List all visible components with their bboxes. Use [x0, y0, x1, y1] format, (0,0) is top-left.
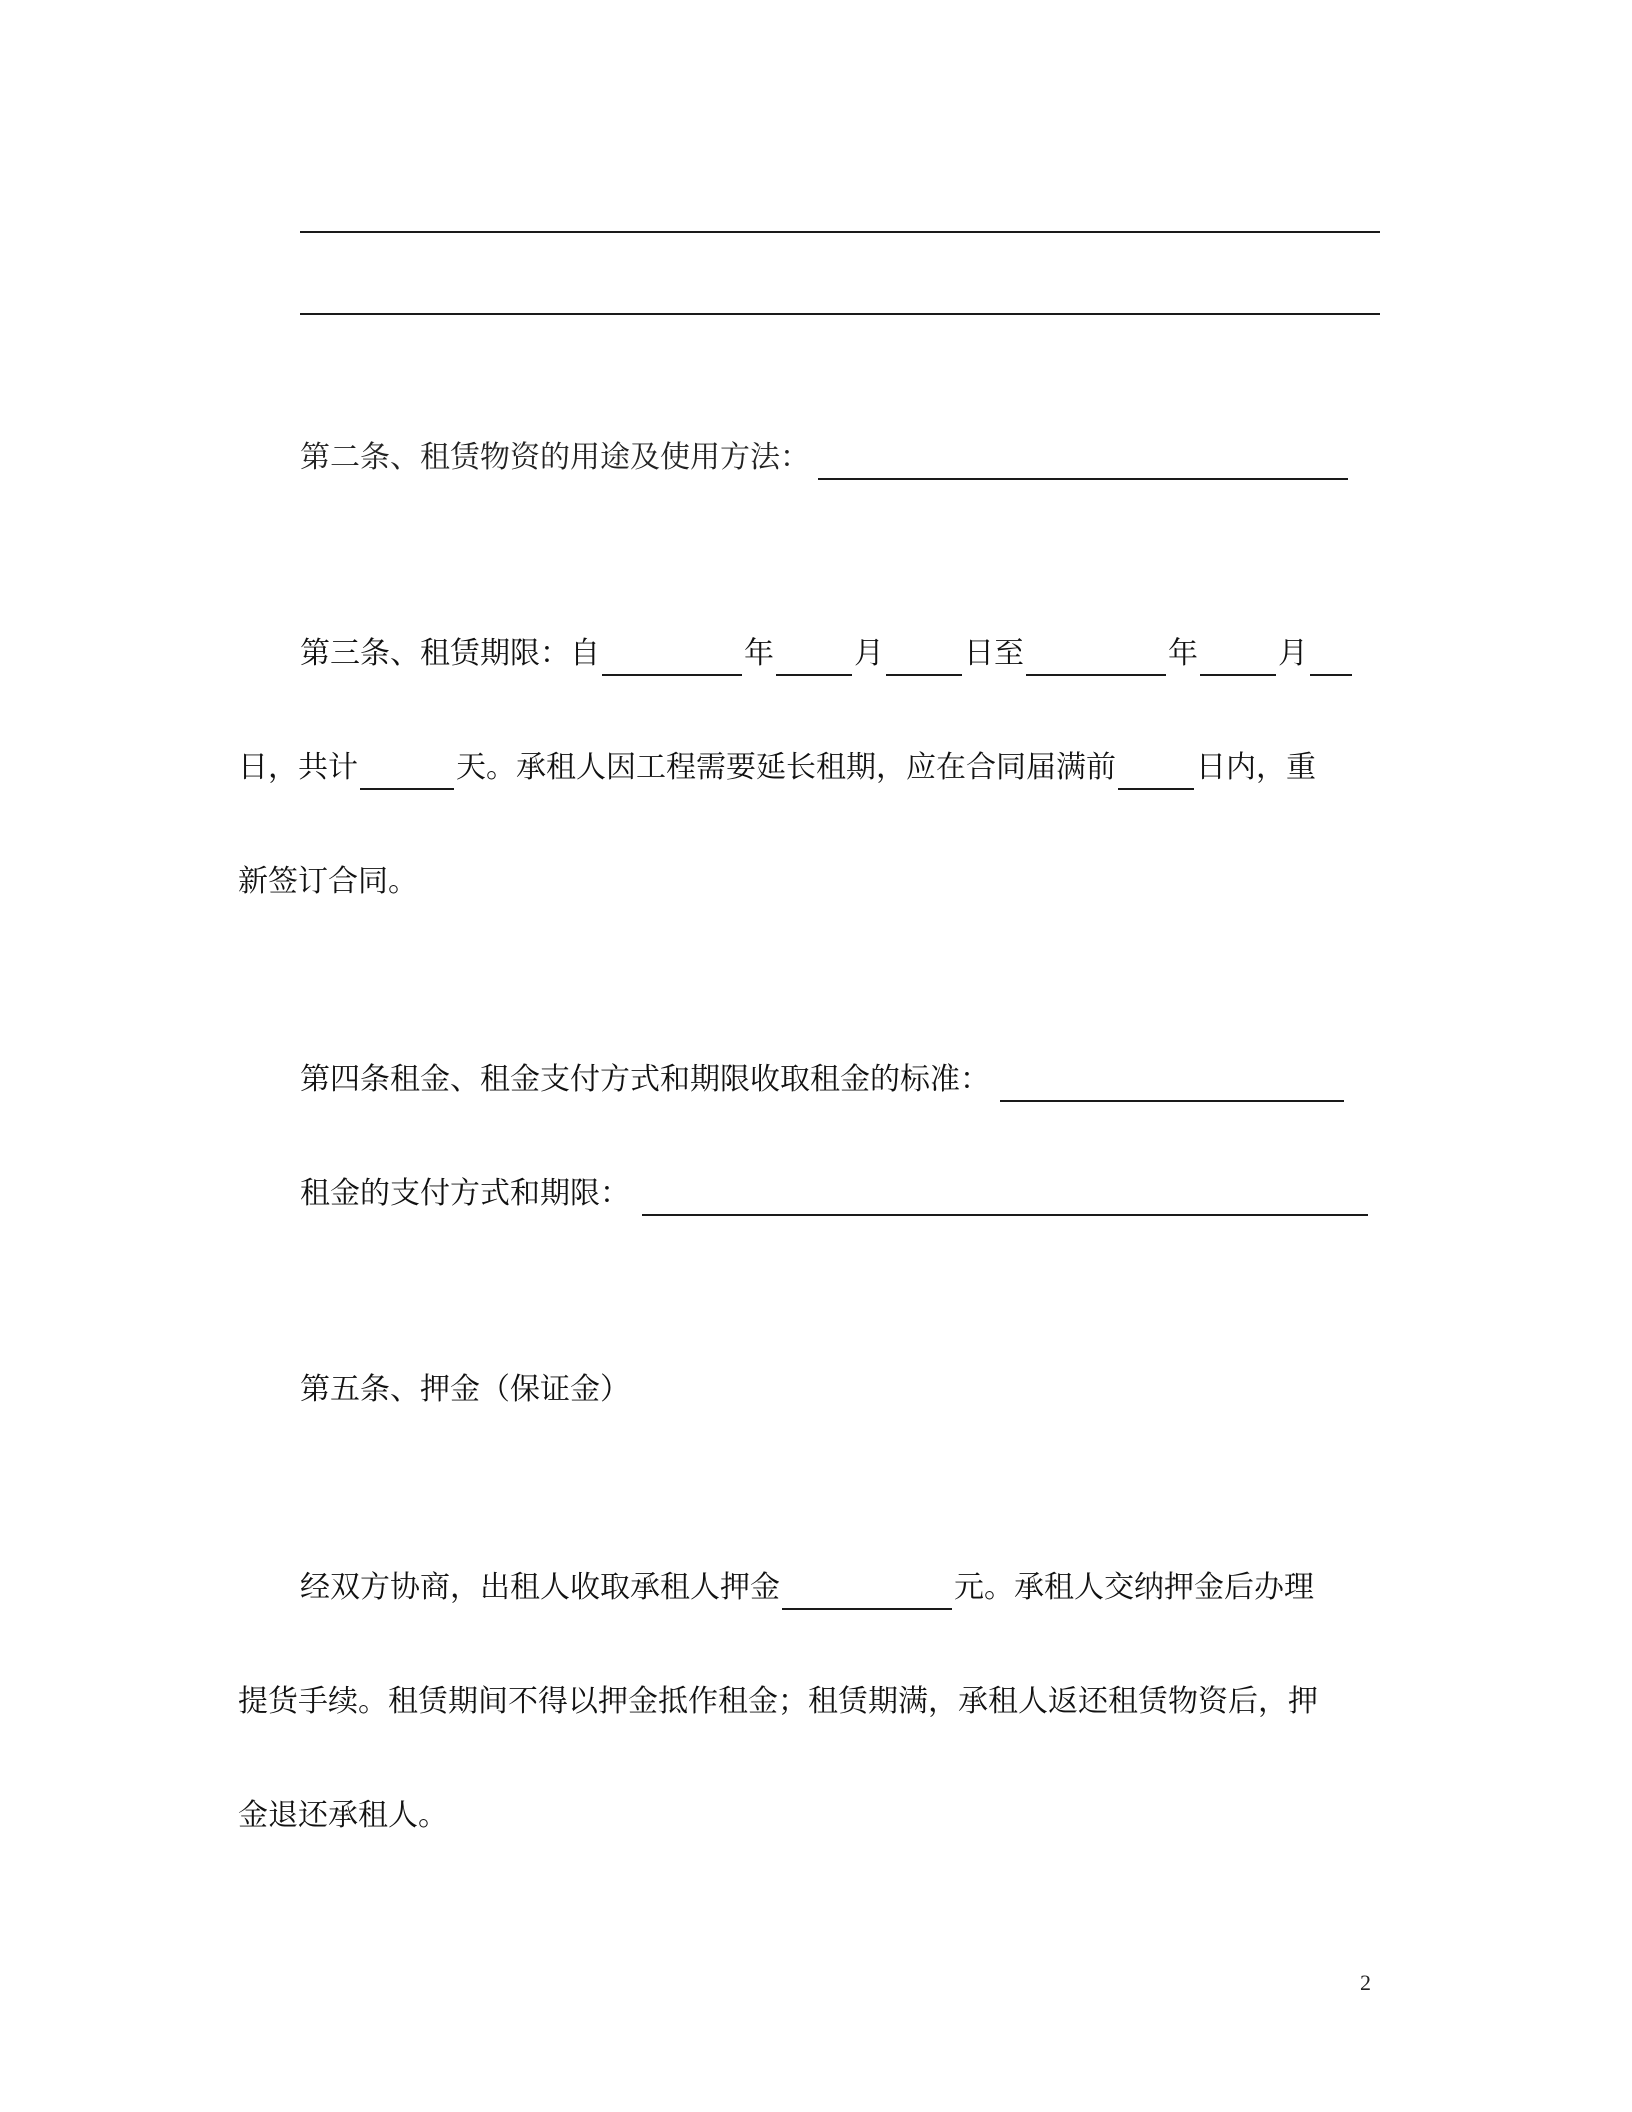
article-5-line-3: [238, 1794, 1380, 1838]
article-5-line-1: [300, 1566, 1380, 1610]
deposit-text-end: 元。承租人交纳押金后办理: [954, 1570, 1314, 1605]
end-month-blank: [1200, 638, 1276, 676]
start-year-blank: [602, 638, 742, 676]
article-4-payment-line: [300, 1172, 1380, 1216]
end-year-unit: 年: [1168, 636, 1198, 671]
article-3-day-to: 日至: [964, 636, 1024, 671]
deposit-text-line-3: 金退还承租人。: [238, 1798, 448, 1833]
page-number: 2: [1360, 1970, 1371, 1995]
article-4-line: [300, 1058, 1380, 1102]
article-3-line-1: [300, 632, 1380, 676]
article-3-renew-text: 新签订合同。: [238, 864, 418, 899]
deposit-amount-blank: [782, 1572, 952, 1610]
notice-days-blank: [1118, 752, 1194, 790]
end-month-unit: 月: [1278, 636, 1308, 671]
article-3-total-label: 日，共计: [238, 750, 358, 785]
article-4-label: 第四条租金、租金支付方式和期限收取租金的标准：: [300, 1062, 990, 1097]
start-day-blank: [886, 638, 962, 676]
deposit-text-start: 经双方协商，出租人收取承租人押金: [300, 1570, 780, 1605]
end-day-blank: [1310, 638, 1352, 676]
start-month-unit: 月: [854, 636, 884, 671]
article-3-from: 第三条、租赁期限：自: [300, 636, 600, 671]
article-2-label: 第二条、租赁物资的用途及使用方法：: [300, 440, 810, 475]
article-5-title: 第五条、押金（保证金）: [300, 1372, 630, 1407]
article-2-blank: [818, 442, 1348, 480]
payment-method-label: 租金的支付方式和期限：: [300, 1176, 630, 1211]
start-year-unit: 年: [744, 636, 774, 671]
end-year-blank: [1026, 638, 1166, 676]
article-3-line-3: [238, 860, 1380, 904]
article-2-line: [300, 436, 1380, 480]
article-5-line-2: [238, 1680, 1380, 1724]
article-3-extension-text: 天。承租人因工程需要延长租期，应在合同届满前: [456, 750, 1116, 785]
total-days-blank: [360, 752, 454, 790]
blank-rule-1: [300, 231, 1380, 233]
deposit-text-line-2: 提货手续。租赁期间不得以押金抵作租金；租赁期满，承租人返还租赁物资后，押: [238, 1684, 1318, 1719]
article-5-title-line: [300, 1368, 1380, 1412]
article-3-line-2: [238, 746, 1380, 790]
rent-standard-blank: [1000, 1064, 1344, 1102]
payment-method-blank: [642, 1178, 1368, 1216]
article-3-within-text: 日内，重: [1196, 750, 1316, 785]
blank-rule-2: [300, 313, 1380, 315]
start-month-blank: [776, 638, 852, 676]
